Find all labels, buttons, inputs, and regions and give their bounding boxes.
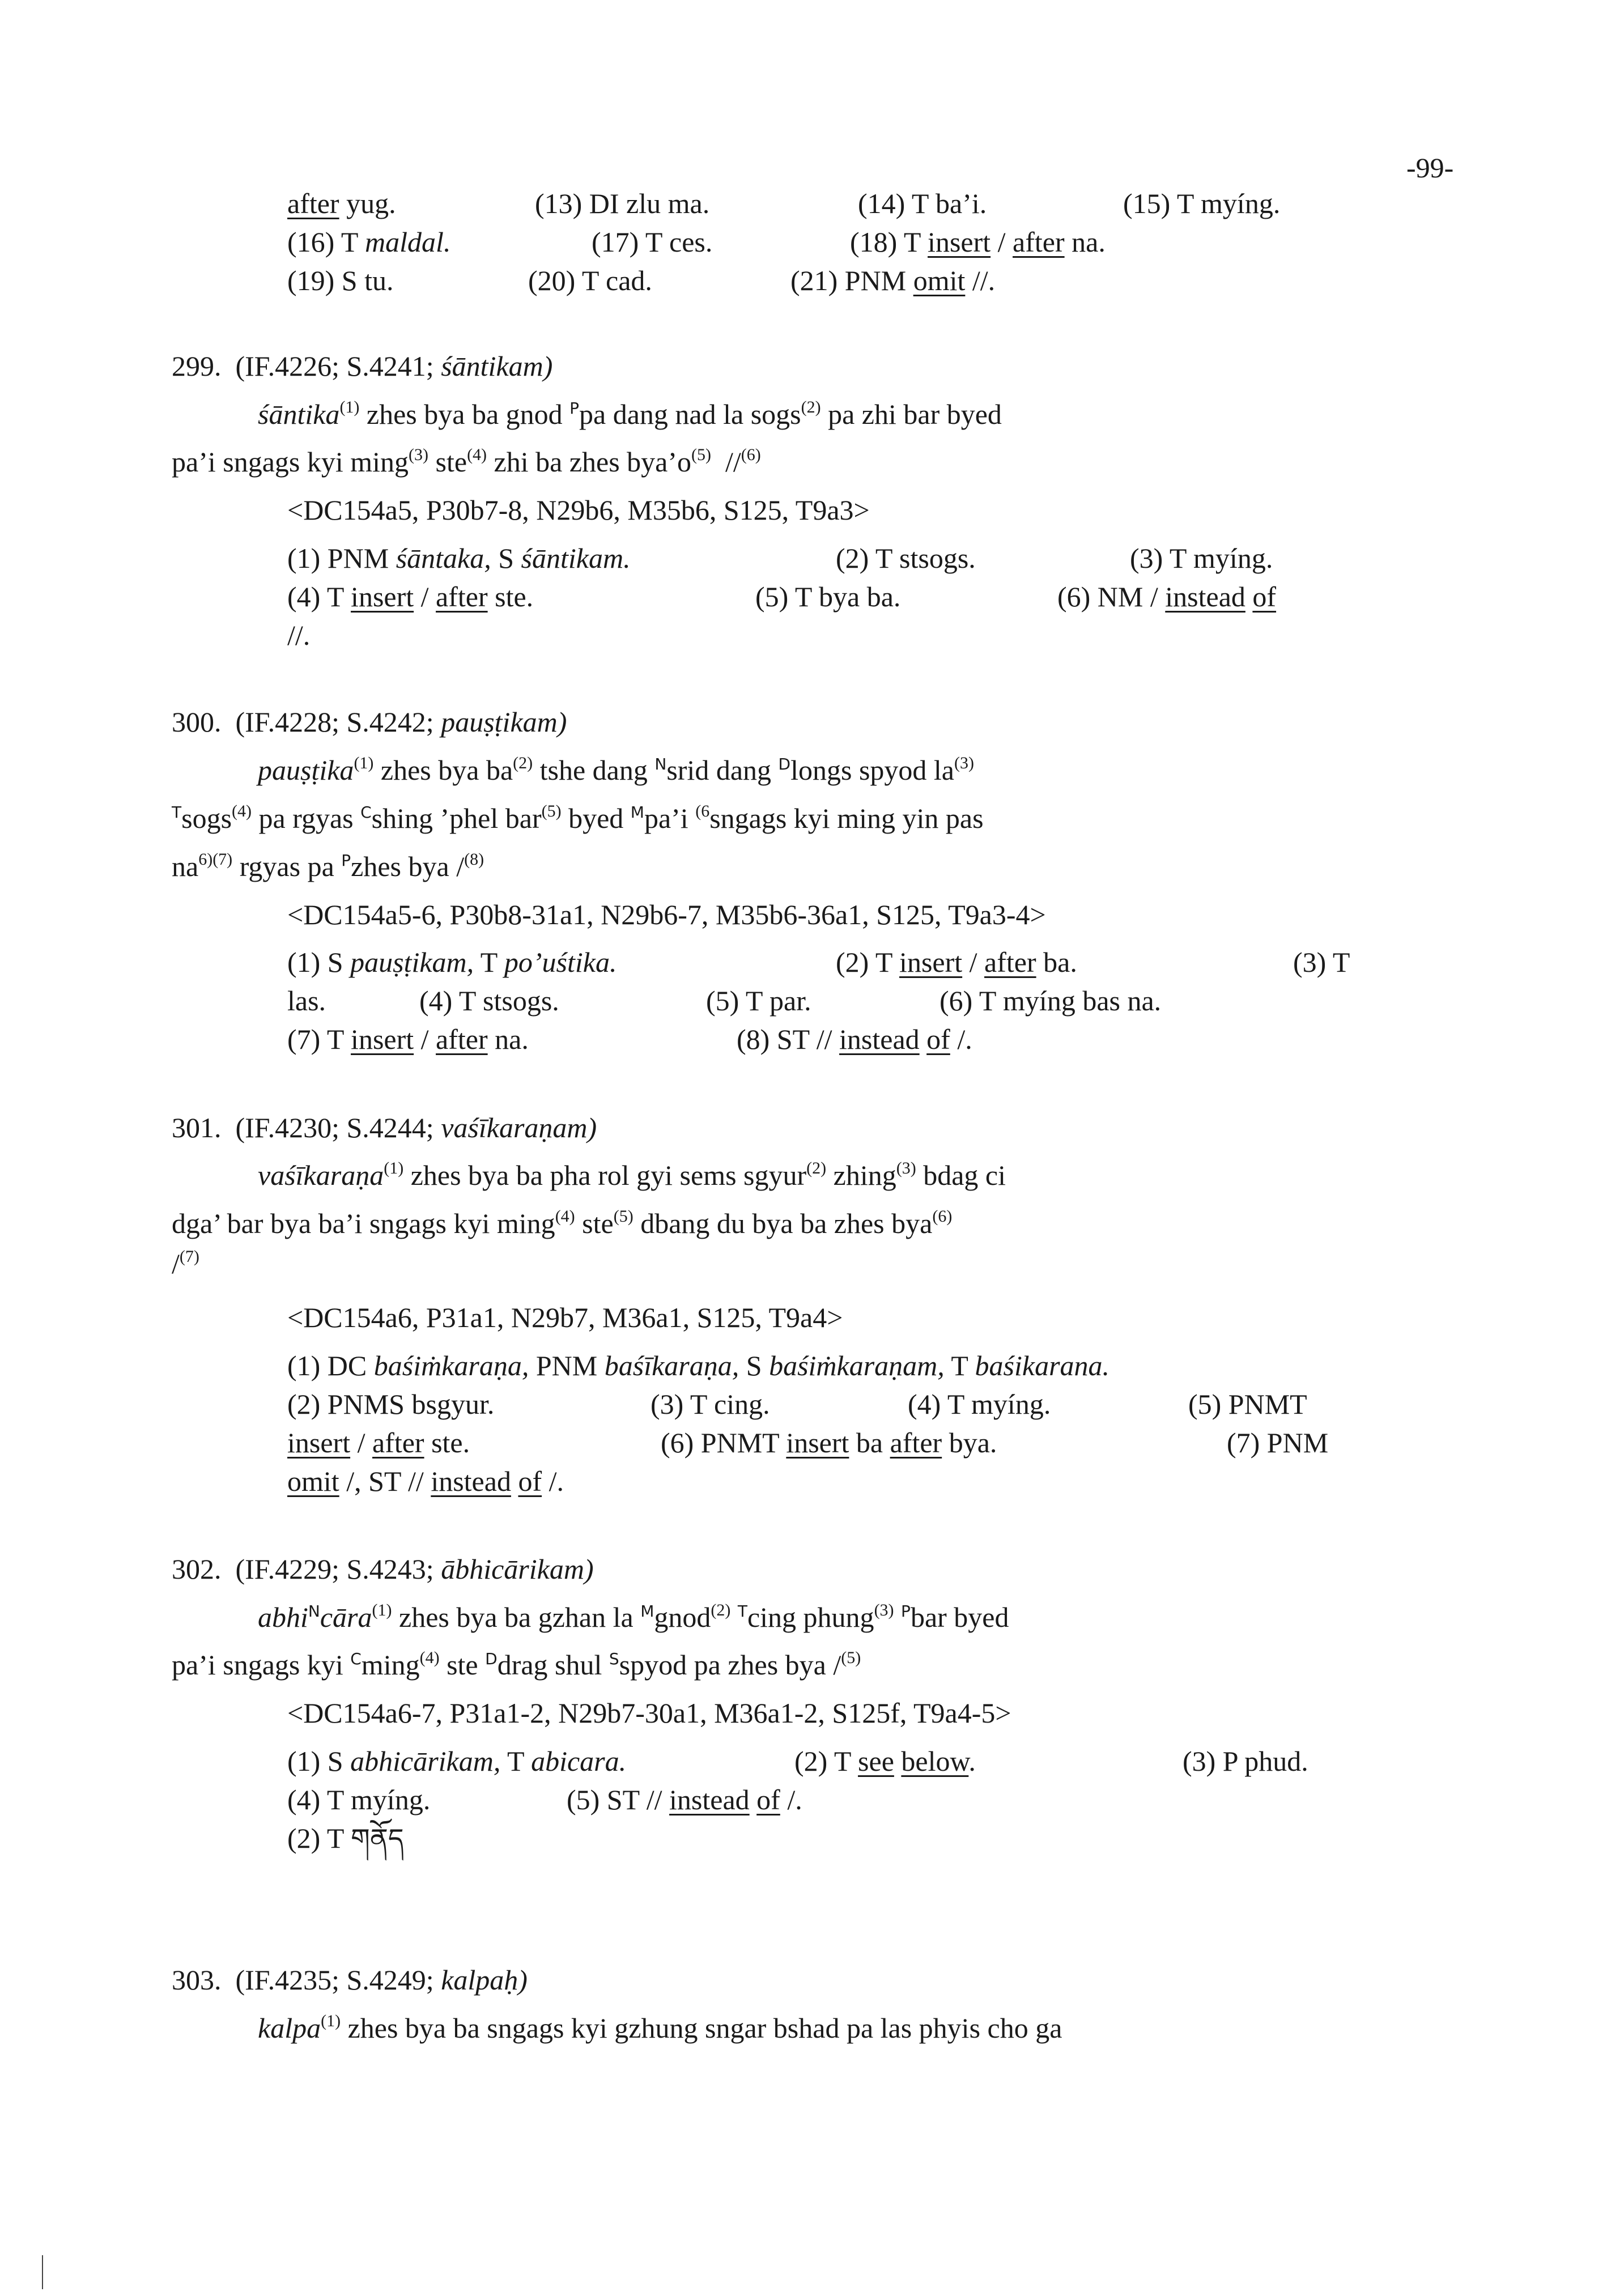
entry-302-note-5: (5) ST // instead of /. xyxy=(567,1784,802,1815)
entry-302-text-line-2: pa’i sngags kyi $^C$ming$^{(4)}$ ste $^D$drag shul $^S$spyod pa zhes bya /$^{(5)}$ xyxy=(172,1648,861,1681)
entry-299-sources: <DC154a5, P30b7-8, N29b6, M35b6, S125, T9a3> xyxy=(287,494,870,526)
prev-note-14: (14) T ba’i. xyxy=(858,188,987,219)
entry-299-note-2: (2) T stsogs. xyxy=(836,542,976,574)
entry-301-note-6: (6) PNMT insert ba after bya. xyxy=(661,1427,997,1459)
prev-note-17: (17) T ces. xyxy=(592,226,713,258)
entry-301-note-7: (7) PNM xyxy=(1227,1427,1329,1459)
tibetan-script-word: གནོད xyxy=(351,1823,404,1855)
entry-299-heading: 299. (IF.4226; S.4241; śāntikam) xyxy=(172,350,553,382)
page-number: -99- xyxy=(1406,152,1454,184)
entry-301-text-line-1: vaśīkaraṇa$^{(1)}$ zhes bya ba pha rol gyi sems sgyur$^{(2)}$ zhing$^{(3)}$ bdag ci xyxy=(258,1159,1006,1191)
entry-301-note-3: (3) T cing. xyxy=(651,1388,770,1420)
entry-301-sources: <DC154a6, P31a1, N29b7, M36a1, S125, T9a4> xyxy=(287,1302,843,1333)
entry-301-note-4: (4) T myíng. xyxy=(908,1388,1051,1420)
prev-notes-line-1: after yug. xyxy=(287,188,396,219)
prev-note-20: (20) T cad. xyxy=(528,265,652,296)
entry-301-note-1: (1) DC baśiṁkaraṇa, PNM baśīkaraṇa, S baśiṁkaraṇam, T baśikarana. xyxy=(287,1350,1110,1381)
entry-302-sources: <DC154a6-7, P31a1-2, N29b7-30a1, M36a1-2, S125f, T9a4-5> xyxy=(287,1697,1011,1729)
entry-303-heading: 303. (IF.4235; S.4249; kalpaḥ) xyxy=(172,1964,528,1996)
entry-301-heading: 301. (IF.4230; S.4244; vaśīkaraṇam) xyxy=(172,1112,597,1143)
prev-note-19: (19) S tu. xyxy=(287,265,394,296)
entry-300-note-5: (5) T par. xyxy=(706,985,811,1017)
entry-302-note-1: (1) S abhicārikam, T abicara. xyxy=(287,1745,627,1777)
entry-302-note-2-detail: (2) T གནོད xyxy=(287,1822,404,1855)
entry-301-text-line-3: /$^{(7)}$ xyxy=(172,1247,199,1279)
prev-note-15: (15) T myíng. xyxy=(1123,188,1281,219)
entry-299-note-1: (1) PNM śāntaka, S śāntikam. xyxy=(287,542,631,574)
page-edge-mark xyxy=(42,2255,43,2289)
prev-note-18: (18) T insert / after na. xyxy=(850,226,1106,258)
prev-note-16: (16) T maldal. xyxy=(287,226,451,258)
entry-301-note-7-cont: omit /, ST // instead of /. xyxy=(287,1465,564,1497)
prev-note-13: (13) DI zlu ma. xyxy=(535,188,710,219)
entry-301-note-2: (2) PNMS bsgyur. xyxy=(287,1388,495,1420)
entry-300-note-3: (3) T xyxy=(1293,946,1350,978)
entry-300-note-4: (4) T stsogs. xyxy=(419,985,559,1017)
entry-300-heading: 300. (IF.4228; S.4242; pauṣṭikam) xyxy=(172,706,567,738)
entry-299-note-6-cont: //. xyxy=(287,619,311,651)
entry-299-note-4: (4) T insert / after ste. xyxy=(287,581,534,613)
entry-301-note-5: (5) PNMT xyxy=(1188,1388,1307,1420)
entry-302-text-line-1: abhi$^N$cāra$^{(1)}$ zhes bya ba gzhan la $^M$gnod$^{(2)}$ $^T$cing phung$^{(3)}$ $^P$bar byed xyxy=(258,1601,1009,1633)
entry-302-note-2: (2) T see below. xyxy=(794,1745,976,1777)
entry-299-note-5: (5) T bya ba. xyxy=(755,581,901,613)
entry-302-heading: 302. (IF.4229; S.4243; ābhicārikam) xyxy=(172,1553,594,1585)
entry-300-note-1: (1) S pauṣṭikam, T po’uśtika. xyxy=(287,946,617,978)
entry-299-text-line-1: śāntika$^{(1)}$ zhes bya ba gnod $^P$pa dang nad la sogs$^{(2)}$ pa zhi bar byed xyxy=(258,398,1002,430)
entry-299-note-6: (6) NM / instead of xyxy=(1057,581,1277,613)
entry-301-text-line-2: dga’ bar bya ba’i sngags kyi ming$^{(4)}$ ste$^{(5)}$ dbang du bya ba zhes bya$^{(6)}$ xyxy=(172,1207,953,1239)
entry-303-text-line-1: kalpa$^{(1)}$ zhes bya ba sngags kyi gzhung sngar bshad pa las phyis cho ga xyxy=(258,2012,1062,2044)
entry-300-note-7: (7) T insert / after na. xyxy=(287,1023,529,1055)
entry-300-text-line-2: $^T$sogs$^{(4)}$ pa rgyas $^C$shing ’phel bar$^{(5)}$ byed $^M$pa’i $^{(6}$sngags kyi ming yin pas xyxy=(172,802,984,834)
entry-302-note-4: (4) T myíng. xyxy=(287,1784,431,1815)
entry-300-note-3-cont: las. xyxy=(287,985,326,1017)
entry-300-text-line-3: $na^{6)(7)}$ rgyas pa $^P$zhes bya /$^{(8)}$ xyxy=(172,850,484,882)
entry-301-note-5-cont: insert / after ste. xyxy=(287,1427,470,1459)
prev-note-21: (21) PNM omit //. xyxy=(790,265,996,296)
entry-300-note-2: (2) T insert / after ba. xyxy=(836,946,1077,978)
entry-300-note-8: (8) ST // instead of /. xyxy=(737,1023,972,1055)
entry-302-note-3: (3) P phud. xyxy=(1183,1745,1308,1777)
entry-299-text-line-2: pa’i sngags kyi ming$^{(3)}$ ste$^{(4)}$ zhi ba zhes $bya’o^{(5)}$ //$^{(6)}$ xyxy=(172,445,761,478)
entry-300-sources: <DC154a5-6, P30b8-31a1, N29b6-7, M35b6-36a1, S125, T9a3-4> xyxy=(287,899,1046,930)
entry-300-text-line-1: pauṣṭika$^{(1)}$ zhes bya $ba^{(2)}$ tshe dang $^N$srid dang $^D$longs spyod $la^{(3)}$ xyxy=(258,754,974,786)
entry-299-note-3: (3) T myíng. xyxy=(1130,542,1273,574)
entry-300-note-6: (6) T myíng bas na. xyxy=(939,985,1162,1017)
